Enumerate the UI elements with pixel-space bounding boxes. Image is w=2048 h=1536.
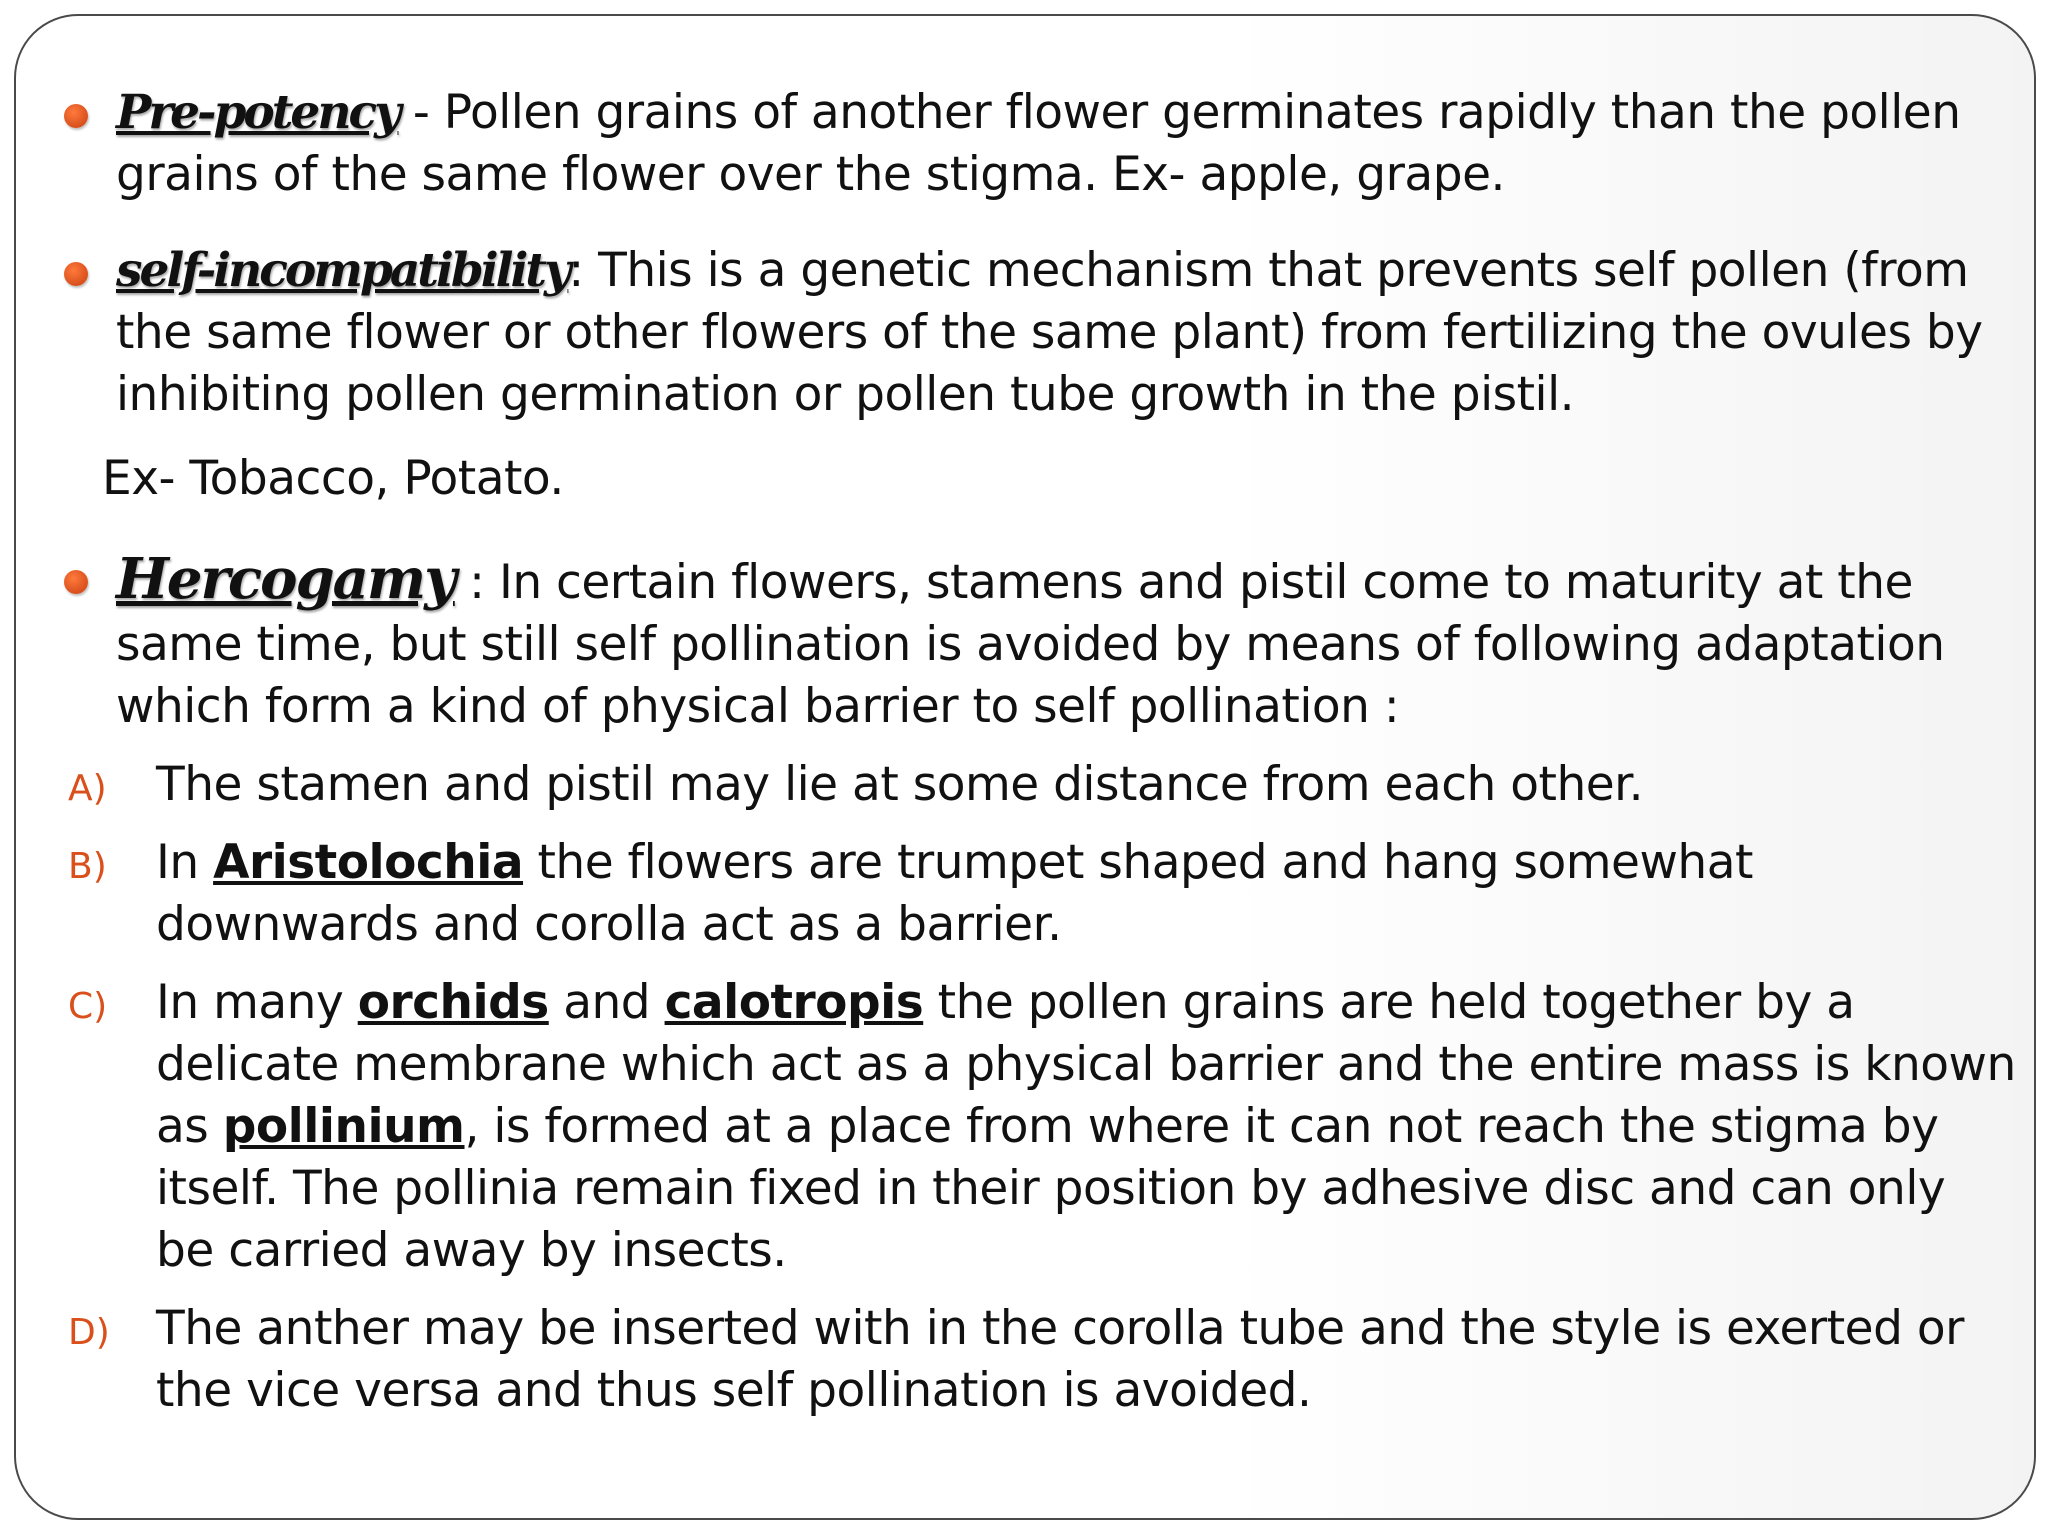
separator: - xyxy=(398,85,444,140)
separator: : xyxy=(454,555,499,610)
term-calotropis: calotropis xyxy=(664,975,924,1030)
list-text-pre: In xyxy=(156,835,214,890)
bullet-pre-potency xyxy=(116,82,2016,206)
list-marker: B) xyxy=(68,846,107,887)
list-text-mid: and xyxy=(548,975,665,1030)
bullet-hercogamy xyxy=(116,548,2016,738)
slide-content xyxy=(16,16,2034,1518)
list-item-b xyxy=(68,832,2016,956)
bullet-dot-icon xyxy=(64,570,88,594)
term-orchids: orchids xyxy=(357,975,549,1030)
list-text-post: the flowers are trumpet shaped and hang somewhat downwards and corolla act as a barrier. xyxy=(156,835,1753,952)
bullet-dot-icon xyxy=(64,262,88,286)
list-marker: D) xyxy=(68,1312,110,1353)
slide-frame xyxy=(14,14,2036,1520)
bullet-text: This is a genetic mechanism that prevents self pollen (from the same flower or other flowers of the same plant) from fertilizing the ovules by inhibiting pollen germination or pollen tube growth in the pistil. xyxy=(116,243,1983,422)
list-text: The stamen and pistil may lie at some distance from each other. xyxy=(156,757,1644,812)
term-aristolochia: Aristolochia xyxy=(213,835,524,890)
example-text: Ex- Tobacco, Potato. xyxy=(102,451,564,506)
separator: : xyxy=(568,243,599,298)
term-self-incompatibility: self-incompatibility xyxy=(116,243,569,298)
bullet-dot-icon xyxy=(64,104,88,128)
list-item-a xyxy=(68,754,2016,816)
list-marker: A) xyxy=(68,768,107,809)
bullet-text: In certain flowers, stamens and pistil come to maturity at the same time, but still self pollination is avoided by means of following adaptation which form a kind of physical barrier to self pollination : xyxy=(116,555,1945,734)
term-pollinium: pollinium xyxy=(222,1099,465,1154)
list-marker: C) xyxy=(68,986,108,1027)
bullet-text: Pollen grains of another flower germinates rapidly than the pollen grains of the same flower over the stigma. Ex- apple, grape. xyxy=(116,85,1961,202)
term-pre-potency: Pre-potency xyxy=(116,85,399,140)
list-text: The anther may be inserted with in the corolla tube and the style is exerted or the vice versa and thus self pollination is avoided. xyxy=(156,1301,1964,1418)
list-text-pre: In many xyxy=(156,975,358,1030)
bullet-self-incompatibility xyxy=(116,240,2016,426)
list-item-d xyxy=(68,1298,2016,1422)
list-item-c xyxy=(68,972,2016,1282)
list-text-post: , is formed at a place from where it can not reach the stigma by itself. The pollinia remain fixed in their position by adhesive disc and can only be carried away by insects. xyxy=(156,1099,1946,1278)
term-hercogamy: Hercogamy xyxy=(116,546,455,612)
list-text-mid: the pollen grains are held together by a delicate membrane which act as a physical barrier and the entire mass is known as xyxy=(156,975,2016,1154)
